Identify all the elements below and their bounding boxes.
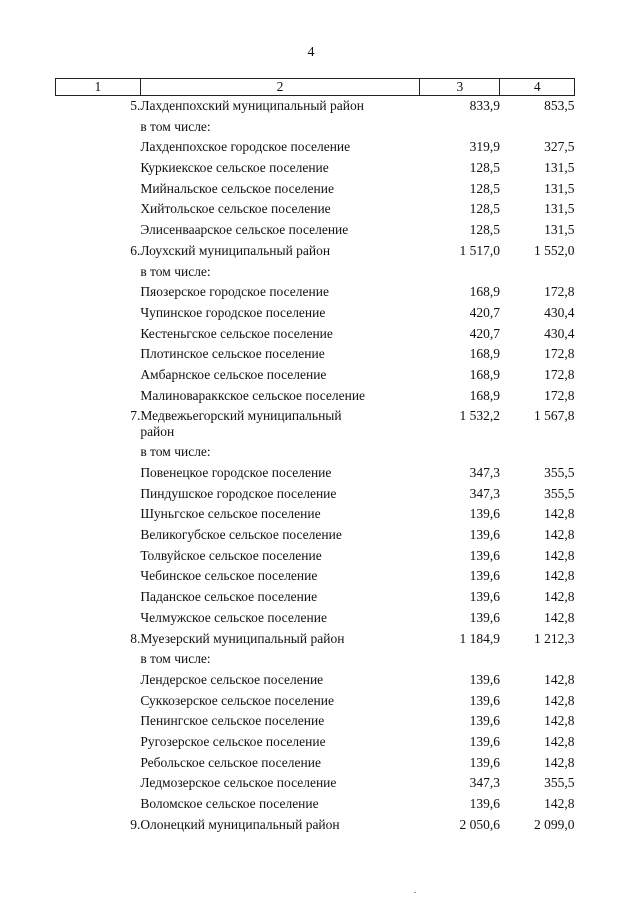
row-number bbox=[56, 303, 141, 324]
row-value-col-3: 420,7 bbox=[469, 325, 500, 341]
row-value-col-3: 168,9 bbox=[469, 346, 500, 362]
row-number: 5. bbox=[130, 98, 141, 113]
row-value-col-4: 172,8 bbox=[544, 346, 575, 362]
row-name: Челмужское сельское поселение bbox=[140, 609, 327, 625]
row-value-col-4: 172,8 bbox=[544, 284, 575, 300]
row-number bbox=[56, 262, 141, 283]
row-number bbox=[56, 179, 141, 200]
table-row-settlement bbox=[56, 463, 575, 484]
row-value-col-4: 853,5 bbox=[544, 98, 575, 113]
row-number bbox=[56, 546, 141, 567]
row-name: Кестеньгское сельское поселение bbox=[140, 325, 333, 341]
table-row-settlement bbox=[56, 262, 575, 283]
row-value-col-4: 142,8 bbox=[544, 547, 575, 563]
row-value-col-4: 1 567,8 bbox=[534, 408, 575, 424]
table-row-settlement bbox=[56, 303, 575, 324]
row-value-col-3: 833,9 bbox=[469, 98, 500, 113]
table-row-settlement bbox=[56, 324, 575, 345]
row-value-col-4: 327,5 bbox=[544, 139, 575, 155]
row-number bbox=[56, 525, 141, 546]
table-row-settlement bbox=[56, 670, 575, 691]
table-row-settlement bbox=[56, 442, 575, 463]
table-row-settlement bbox=[56, 587, 575, 608]
row-value-col-3: 1 184,9 bbox=[459, 630, 500, 646]
row-value-col-3: 1 532,2 bbox=[459, 408, 500, 424]
table-row-district bbox=[56, 629, 575, 650]
table-row-settlement bbox=[56, 525, 575, 546]
row-value-col-4: 142,8 bbox=[544, 733, 575, 749]
row-name: Шуньгское сельское поселение bbox=[140, 506, 321, 522]
row-value-col-3: 347,3 bbox=[469, 775, 500, 791]
row-value-col-4: 355,5 bbox=[544, 465, 575, 480]
row-value-col-4: 142,8 bbox=[544, 671, 575, 687]
table-row-district-7 bbox=[56, 406, 575, 442]
row-value-col-3: 347,3 bbox=[469, 485, 500, 501]
header-col-3: 3 bbox=[420, 79, 500, 96]
row-name: Лахденпохское городское поселение bbox=[140, 139, 351, 155]
scan-speck bbox=[414, 892, 416, 893]
row-name: Мийнальское сельское поселение bbox=[140, 180, 334, 196]
row-value-col-4 bbox=[500, 649, 575, 670]
row-number bbox=[56, 282, 141, 303]
row-number bbox=[56, 773, 141, 794]
row-name: Куркиекское сельское поселение bbox=[140, 160, 329, 176]
row-name: Малиновараккское сельское поселение bbox=[140, 387, 366, 403]
row-name-line-1: Медвежьегорский муниципальный bbox=[140, 408, 342, 424]
row-value-col-4 bbox=[500, 442, 575, 463]
row-value-col-4: 2 099,0 bbox=[534, 816, 575, 832]
row-value-col-3 bbox=[420, 117, 500, 138]
row-value-col-4: 142,8 bbox=[544, 589, 575, 605]
row-number bbox=[56, 463, 141, 484]
row-value-col-4: 142,8 bbox=[544, 713, 575, 729]
row-number bbox=[56, 608, 141, 629]
table-row-settlement bbox=[56, 344, 575, 365]
row-value-col-3: 139,6 bbox=[469, 589, 500, 605]
table-row-district bbox=[56, 815, 575, 836]
row-number bbox=[56, 711, 141, 732]
table-row-settlement bbox=[56, 566, 575, 587]
row-value-col-3: 168,9 bbox=[469, 366, 500, 382]
row-number bbox=[56, 649, 141, 670]
row-number: 8. bbox=[130, 630, 141, 646]
row-number bbox=[56, 158, 141, 179]
row-value-col-4: 142,8 bbox=[544, 754, 575, 770]
row-name: Ругозерское сельское поселение bbox=[140, 733, 326, 749]
header-col-4: 4 bbox=[500, 79, 575, 96]
row-value-col-4: 131,5 bbox=[544, 160, 575, 176]
row-name: Паданское сельское поселение bbox=[140, 589, 318, 605]
row-value-col-3: 139,6 bbox=[469, 506, 500, 522]
table-row-settlement bbox=[56, 484, 575, 505]
row-value-col-3: 139,6 bbox=[469, 527, 500, 543]
row-name: Лахденпохский муниципальный район bbox=[140, 98, 364, 113]
row-value-col-3: 128,5 bbox=[469, 180, 500, 196]
row-name: Чупинское городское поселение bbox=[140, 304, 326, 320]
table-row-settlement bbox=[56, 732, 575, 753]
row-value-col-4: 131,5 bbox=[544, 180, 575, 196]
row-number bbox=[56, 504, 141, 525]
table-row-settlement bbox=[56, 220, 575, 241]
row-name: в том числе: bbox=[140, 118, 211, 134]
row-name: в том числе: bbox=[140, 651, 211, 667]
row-number bbox=[56, 794, 141, 815]
table-row-settlement bbox=[56, 691, 575, 712]
row-number bbox=[56, 117, 141, 138]
row-number bbox=[56, 587, 141, 608]
row-number bbox=[56, 484, 141, 505]
row-number: 9. bbox=[130, 816, 141, 832]
distribution-table bbox=[55, 78, 575, 835]
row-value-col-4: 142,8 bbox=[544, 527, 575, 543]
row-value-col-3: 139,6 bbox=[469, 671, 500, 687]
table-row-settlement bbox=[56, 504, 575, 525]
table-row-settlement bbox=[56, 649, 575, 670]
table-row-settlement bbox=[56, 282, 575, 303]
row-name: Пиндушское городское поселение bbox=[140, 485, 337, 501]
row-value-col-3: 1 517,0 bbox=[459, 242, 500, 258]
row-name: в том числе: bbox=[140, 444, 211, 460]
row-name-line-2: район bbox=[140, 424, 175, 440]
table-header-row bbox=[56, 79, 575, 96]
table-row-district bbox=[56, 96, 575, 117]
row-value-col-3 bbox=[420, 262, 500, 283]
table-row-settlement bbox=[56, 546, 575, 567]
row-number: 6. bbox=[130, 242, 141, 258]
table-row-settlement bbox=[56, 199, 575, 220]
row-number: 7. bbox=[130, 408, 141, 424]
header-col-2: 2 bbox=[140, 79, 419, 96]
table-row-settlement bbox=[56, 711, 575, 732]
row-value-col-4: 1 552,0 bbox=[534, 242, 575, 258]
row-number bbox=[56, 365, 141, 386]
row-value-col-3: 139,6 bbox=[469, 796, 500, 811]
table-row-settlement bbox=[56, 365, 575, 386]
row-value-col-3: 347,3 bbox=[469, 465, 500, 480]
row-value-col-4: 131,5 bbox=[544, 222, 575, 238]
row-value-col-3: 128,5 bbox=[469, 201, 500, 217]
row-number bbox=[56, 732, 141, 753]
row-value-col-4: 131,5 bbox=[544, 201, 575, 217]
row-value-col-3: 139,6 bbox=[469, 568, 500, 584]
row-name: Повенецкое городское поселение bbox=[140, 465, 332, 480]
table-row-settlement bbox=[56, 794, 575, 815]
row-value-col-3 bbox=[420, 649, 500, 670]
row-name: Лендерское сельское поселение bbox=[140, 671, 324, 687]
row-name: Олонецкий муниципальный район bbox=[140, 816, 340, 832]
row-name: Муезерский муниципальный район bbox=[140, 630, 345, 646]
row-name: Ребольское сельское поселение bbox=[140, 754, 321, 770]
row-value-col-4: 430,4 bbox=[544, 325, 575, 341]
row-name: Лоухский муниципальный район bbox=[140, 242, 331, 258]
row-name: Пяозерское городское поселение bbox=[140, 284, 329, 300]
row-number bbox=[56, 386, 141, 407]
row-value-col-3: 128,5 bbox=[469, 160, 500, 176]
row-value-col-4: 172,8 bbox=[544, 387, 575, 403]
row-name: Чебинское сельское поселение bbox=[140, 568, 318, 584]
table-body-part-a bbox=[56, 96, 575, 407]
row-name bbox=[140, 406, 419, 442]
table-row-settlement bbox=[56, 386, 575, 407]
row-value-col-3: 139,6 bbox=[469, 733, 500, 749]
row-value-col-4: 355,5 bbox=[544, 485, 575, 501]
row-number bbox=[56, 324, 141, 345]
row-value-col-4: 172,8 bbox=[544, 366, 575, 382]
table-row-settlement bbox=[56, 179, 575, 200]
row-number bbox=[56, 753, 141, 774]
table-row-district bbox=[56, 241, 575, 262]
row-value-col-4 bbox=[500, 262, 575, 283]
table-row-settlement bbox=[56, 773, 575, 794]
row-value-col-3 bbox=[420, 442, 500, 463]
table-row-settlement bbox=[56, 158, 575, 179]
row-value-col-3: 128,5 bbox=[469, 222, 500, 238]
row-value-col-3: 139,6 bbox=[469, 754, 500, 770]
row-name: Элисенваарское сельское поселение bbox=[140, 222, 349, 238]
row-name: Ледмозерское сельское поселение bbox=[140, 775, 337, 791]
row-value-col-4: 1 212,3 bbox=[534, 630, 575, 646]
row-name: Амбарнское сельское поселение bbox=[140, 366, 327, 382]
table-row-settlement bbox=[56, 753, 575, 774]
page-number: 4 bbox=[307, 45, 315, 60]
row-value-col-3: 139,6 bbox=[469, 692, 500, 708]
table-row-settlement bbox=[56, 117, 575, 138]
row-value-col-3: 139,6 bbox=[469, 609, 500, 625]
row-name: Воломское сельское поселение bbox=[140, 796, 319, 811]
row-value-col-3: 139,6 bbox=[469, 547, 500, 563]
row-name: Пенингское сельское поселение bbox=[140, 713, 325, 729]
table-body-row-7 bbox=[56, 406, 575, 442]
row-number bbox=[56, 670, 141, 691]
row-name: Суккозерское сельское поселение bbox=[140, 692, 334, 708]
row-name: Великогубское сельское поселение bbox=[140, 527, 342, 543]
row-value-col-4: 142,8 bbox=[544, 609, 575, 625]
row-value-col-3: 139,6 bbox=[469, 713, 500, 729]
row-value-col-4: 430,4 bbox=[544, 304, 575, 320]
row-value-col-4: 142,8 bbox=[544, 568, 575, 584]
row-name: Толвуйское сельское поселение bbox=[140, 547, 322, 563]
table-body-part-b bbox=[56, 442, 575, 835]
row-number bbox=[56, 137, 141, 158]
row-number bbox=[56, 566, 141, 587]
row-value-col-3: 168,9 bbox=[469, 387, 500, 403]
row-number bbox=[56, 199, 141, 220]
row-value-col-3: 168,9 bbox=[469, 284, 500, 300]
row-number bbox=[56, 344, 141, 365]
row-value-col-3: 2 050,6 bbox=[459, 816, 500, 832]
row-number bbox=[56, 442, 141, 463]
table-row-settlement bbox=[56, 608, 575, 629]
row-number bbox=[56, 691, 141, 712]
row-value-col-4: 355,5 bbox=[544, 775, 575, 791]
row-value-col-3: 420,7 bbox=[469, 304, 500, 320]
row-name: Хийтольское сельское поселение bbox=[140, 201, 331, 217]
row-name: Плотинское сельское поселение bbox=[140, 346, 325, 362]
row-value-col-4: 142,8 bbox=[544, 506, 575, 522]
row-value-col-3: 319,9 bbox=[469, 139, 500, 155]
row-value-col-4: 142,8 bbox=[544, 692, 575, 708]
table-row-settlement bbox=[56, 137, 575, 158]
row-number bbox=[56, 220, 141, 241]
row-value-col-4 bbox=[500, 117, 575, 138]
row-value-col-4: 142,8 bbox=[544, 796, 575, 811]
row-name: в том числе: bbox=[140, 263, 211, 279]
header-col-1: 1 bbox=[56, 79, 141, 96]
